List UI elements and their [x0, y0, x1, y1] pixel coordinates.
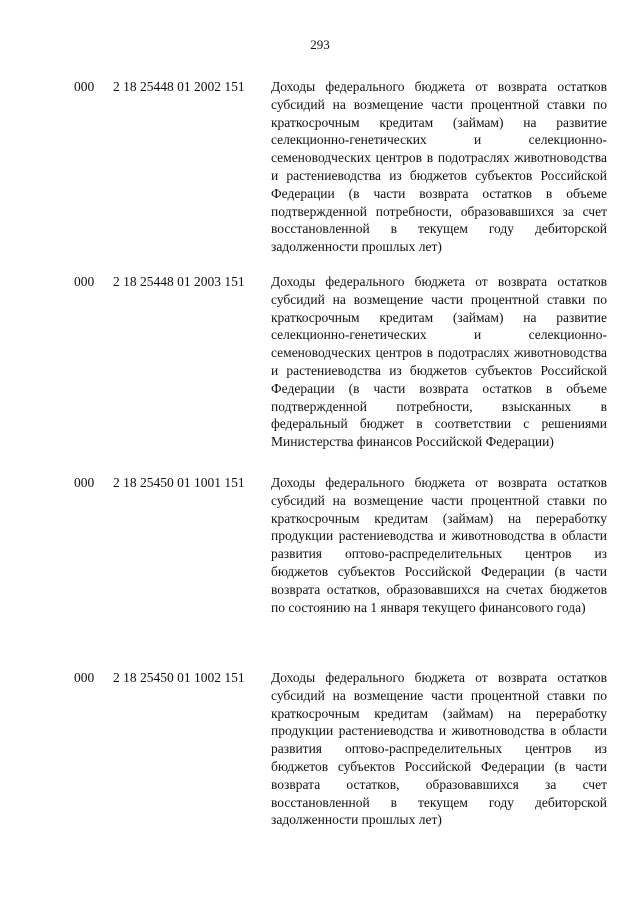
budget-classification-code: 2 18 25448 01 2003 151	[113, 274, 245, 289]
budget-entry	[0, 474, 640, 669]
budget-entry	[0, 78, 640, 273]
admin-code: 000	[74, 475, 95, 490]
budget-entry	[0, 273, 640, 474]
budget-classification-code: 2 18 25448 01 2002 151	[113, 79, 245, 94]
budget-classification-code: 2 18 25450 01 1002 151	[113, 670, 245, 685]
page-number: 293	[310, 37, 330, 52]
budget-code-list	[0, 78, 640, 864]
budget-classification-code: 2 18 25450 01 1001 151	[113, 475, 245, 490]
entry-description: Доходы федерального бюджета от возврата остатков субсидий на возмещение части процентной ставки по краткосрочным кредитам (займам) на переработку продукции растениеводства и животноводства в области развития оптово-распределительных центров из бюджетов субъектов Российской Федерации (в части возврата остатков, образовавшихся на счетах бюджетов по состоянию на 1 января текущего финансового года)	[271, 475, 607, 615]
budget-entry	[0, 669, 640, 864]
entry-description: Доходы федерального бюджета от возврата остатков субсидий на возмещение части процентной ставки по краткосрочным кредитам (займам) на развитие селекционно-генетических и селекционно-семеноводческих центров в подотраслях животноводства и растениеводства из бюджетов субъектов Российской Федерации (в части возврата остатков в объеме подтвержденной потребности, образовавшихся за счет восстановленной в текущем году дебиторской задолженности прошлых лет)	[271, 79, 607, 255]
admin-code: 000	[74, 79, 95, 94]
admin-code: 000	[74, 274, 95, 289]
admin-code: 000	[74, 670, 95, 685]
entry-description: Доходы федерального бюджета от возврата остатков субсидий на возмещение части процентной ставки по краткосрочным кредитам (займам) на переработку продукции растениеводства и животноводства в области развития оптово-распределительных центров из бюджетов субъектов Российской Федерации (в части возврата остатков, образовавшихся за счет восстановленной в текущем году дебиторской задолженности прошлых лет)	[271, 670, 607, 828]
entry-description: Доходы федерального бюджета от возврата остатков субсидий на возмещение части процентной ставки по краткосрочным кредитам (займам) на развитие селекционно-генетических и селекционно-семеноводческих центров в подотраслях животноводства и растениеводства из бюджетов субъектов Российской Федерации (в части возврата остатков в объеме подтвержденной потребности, взысканных в федеральный бюджет в соответствии с решениями Министерства финансов Российской Федерации)	[271, 274, 607, 450]
